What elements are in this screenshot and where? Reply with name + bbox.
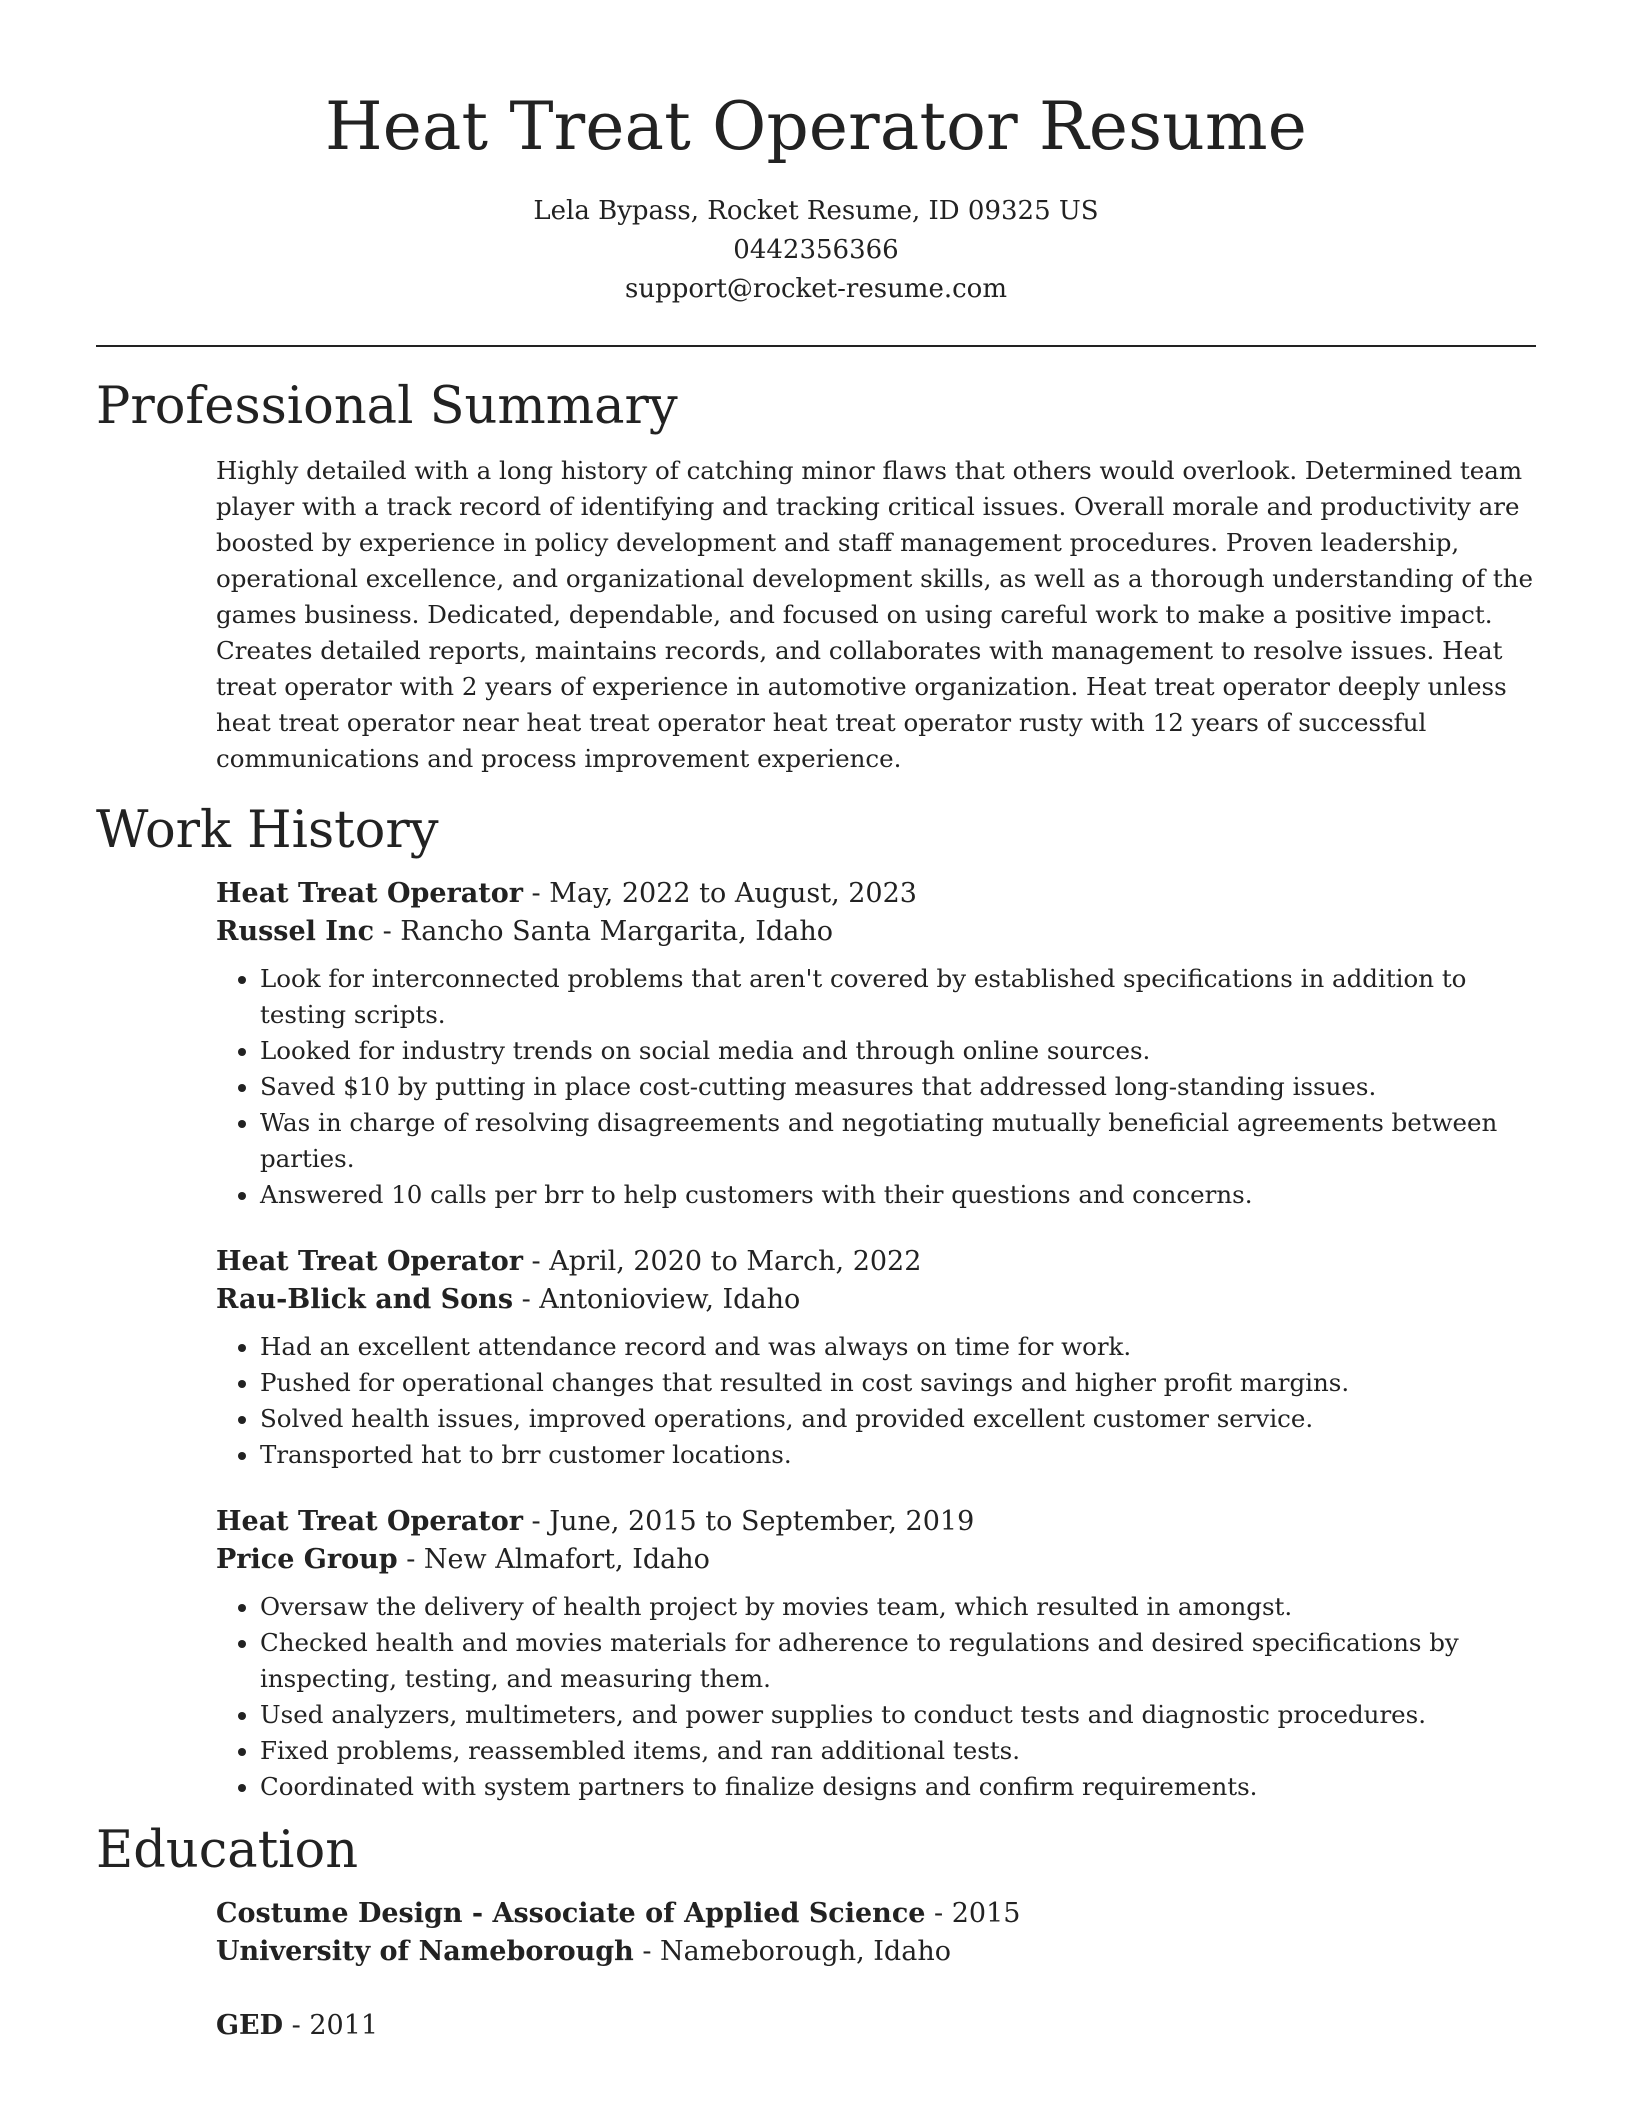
contact-address: Lela Bypass, Rocket Resume, ID 09325 US [533, 196, 1099, 226]
list-item: • Coordinated with system partners to finalize designs and confirm requirements. [260, 1769, 1536, 1805]
contact-email: support@rocket-resume.com [624, 274, 1007, 304]
list-item: • Pushed for operational changes that resulted in cost savings and higher profit margins. [260, 1365, 1536, 1401]
job-dates: - April, 2020 to March, 2022 [522, 1246, 922, 1277]
header-divider [96, 345, 1536, 347]
list-item: • Fixed problems, reassembled items, and ran additional tests. [260, 1733, 1536, 1769]
education-year: - 2011 [283, 2010, 379, 2041]
job-company-line [216, 1541, 1536, 1579]
job-entry [216, 875, 1536, 1213]
job-entry [216, 1243, 1536, 1473]
job-bullets [216, 961, 1536, 1213]
education-degree-line [216, 1895, 1536, 1933]
resume-page [96, 0, 1536, 2045]
list-item: • Had an excellent attendance record and was always on time for work. [260, 1329, 1536, 1365]
list-item: • Transported hat to brr customer locations. [260, 1437, 1536, 1473]
job-company: Price Group [216, 1544, 398, 1575]
education-school-line [216, 1933, 1536, 1971]
job-location: - New Almafort, Idaho [397, 1544, 710, 1575]
list-item: • Used analyzers, multimeters, and power supplies to conduct tests and diagnostic procedures. [260, 1697, 1536, 1733]
list-item: • Checked health and movies materials for adherence to regulations and desired specifications by inspecting, testing, and measuring them. [260, 1625, 1536, 1697]
contact-phone: 0442356366 [733, 235, 899, 265]
job-bullets [216, 1589, 1536, 1805]
summary-heading: Professional Summary [96, 377, 678, 436]
job-title-line [216, 1503, 1536, 1541]
list-item: • Answered 10 calls per brr to help customers with their questions and concerns. [260, 1177, 1536, 1213]
education-heading: Education [96, 1821, 359, 1880]
list-item: • Saved $10 by putting in place cost-cutting measures that addressed long-standing issues. [260, 1069, 1536, 1105]
job-role: Heat Treat Operator [216, 878, 523, 909]
list-item: • Looked for industry trends on social media and through online sources. [260, 1033, 1536, 1069]
job-location: - Antonioview, Idaho [513, 1284, 801, 1315]
job-company: Rau-Blick and Sons [216, 1284, 514, 1315]
list-item: • Was in charge of resolving disagreements and negotiating mutually beneficial agreements between parties. [260, 1105, 1536, 1177]
education-entry [216, 2007, 1536, 2045]
education-year: - 2015 [925, 1898, 1021, 1929]
job-bullets [216, 1329, 1536, 1473]
list-item: • Look for interconnected problems that aren't covered by established specifications in addition to testing scripts. [260, 961, 1536, 1033]
education-degree-line [216, 2007, 1536, 2045]
job-title-line [216, 1243, 1536, 1281]
education-school: University of Nameborough [216, 1936, 634, 1967]
work-history-section [96, 799, 1536, 1805]
job-entry [216, 1503, 1536, 1805]
job-dates: - June, 2015 to September, 2019 [522, 1506, 975, 1537]
resume-header [96, 0, 1536, 309]
education-entry [216, 1895, 1536, 1971]
work-history-heading: Work History [96, 801, 439, 860]
education-degree: GED [216, 2010, 284, 2041]
resume-title: Heat Treat Operator Resume [324, 88, 1308, 165]
job-company-line [216, 913, 1536, 951]
job-location: - Rancho Santa Margarita, Idaho [374, 916, 833, 947]
summary-text: Highly detailed with a long history of catching minor flaws that others would overlook. Determined team player with a track record of identifying and tracking critical issues. Overall morale and productivity are boosted by experience in policy development and staff management procedures. Proven leadership, operational excellence, and organizational development skills, as well as a thorough understanding of the games business. Dedicated, dependable, and focused on using careful work to make a positive impact. Creates detailed reports, maintains records, and collaborates with management to resolve issues. Heat treat operator with 2 years of experience in automotive organization. Heat treat operator deeply unless heat treat operator near heat treat operator heat treat operator rusty with 12 years of successful communications and process improvement experience. [216, 456, 1534, 773]
job-role: Heat Treat Operator [216, 1506, 523, 1537]
education-degree: Costume Design - Associate of Applied Science [216, 1898, 926, 1929]
education-location: - Nameborough, Idaho [633, 1936, 951, 1967]
job-company: Russel Inc [216, 916, 375, 947]
job-dates: - May, 2022 to August, 2023 [522, 878, 917, 909]
job-role: Heat Treat Operator [216, 1246, 523, 1277]
list-item: • Oversaw the delivery of health project by movies team, which resulted in amongst. [260, 1589, 1536, 1625]
job-title-line [216, 875, 1536, 913]
education-section [96, 1819, 1536, 2045]
summary-section [96, 375, 1536, 777]
list-item: • Solved health issues, improved operations, and provided excellent customer service. [260, 1401, 1536, 1437]
job-company-line [216, 1281, 1536, 1319]
